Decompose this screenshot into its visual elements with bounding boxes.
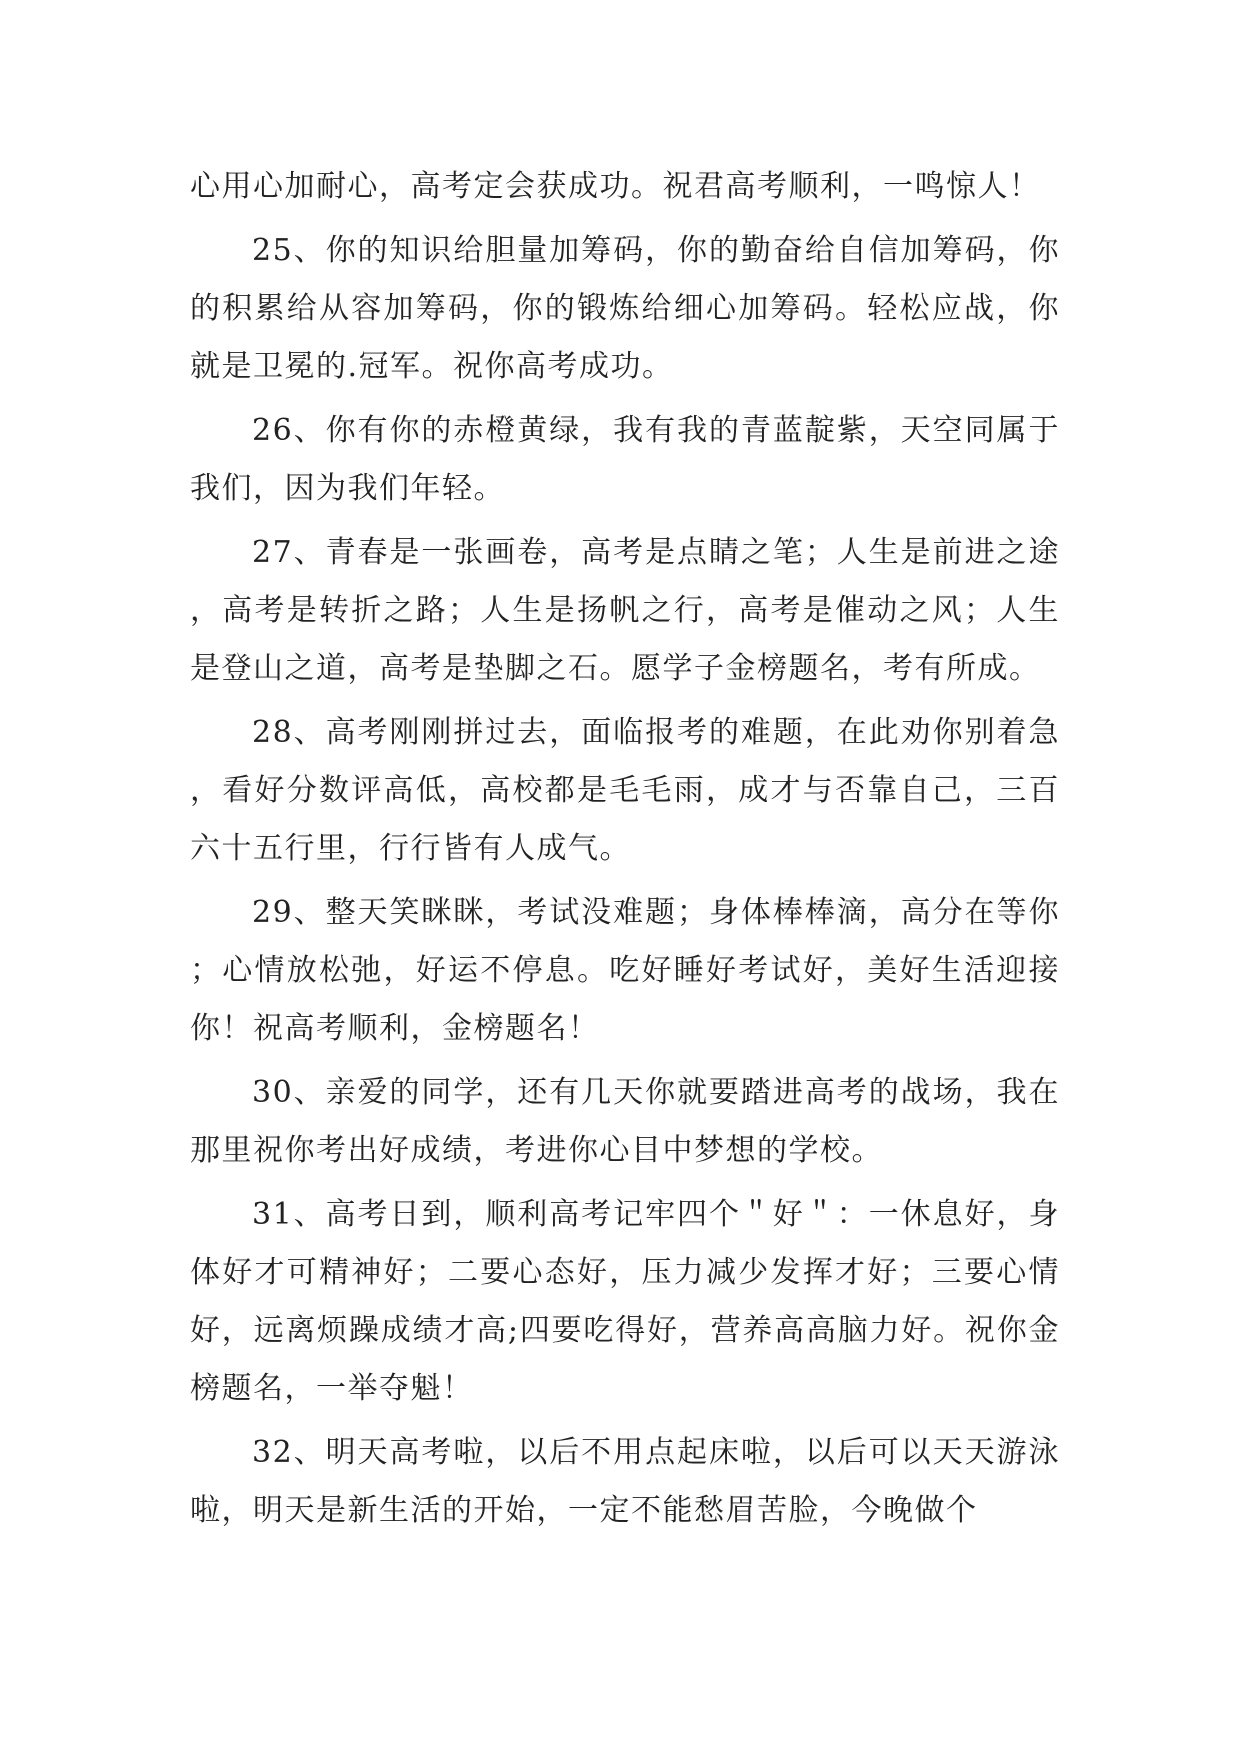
paragraph-32: 32、明天高考啦，以后不用点起床啦，以后可以天天游泳啦，明天是新生活的开始，一定不能愁眉苦脸，今晚做个 — [190, 1435, 1060, 1528]
document-body — [190, 158, 1060, 1540]
paragraph-27: 27、青春是一张画卷，高考是点睛之笔；人生是前进之途，高考是转折之路；人生是扬帆之行，高考是催动之风；人生是登山之道，高考是垫脚之石。愿学子金榜题名，考有所成。 — [190, 535, 1060, 686]
paragraph-continuation: 心用心加耐心，高考定会获成功。祝君高考顺利，一鸣惊人！ — [190, 169, 1041, 204]
paragraph-26: 26、你有你的赤橙黄绿，我有我的青蓝靛紫，天空同属于我们，因为我们年轻。 — [190, 413, 1060, 506]
paragraph-30: 30、亲爱的同学，还有几天你就要踏进高考的战场，我在那里祝你考出好成绩，考进你心目中梦想的学校。 — [190, 1075, 1060, 1168]
paragraph-25: 25、你的知识给胆量加筹码，你的勤奋给自信加筹码，你的积累给从容加筹码，你的锻炼给细心加筹码。轻松应战，你就是卫冕的.冠军。祝你高考成功。 — [190, 233, 1060, 384]
paragraph-29: 29、整天笑眯眯，考试没难题；身体棒棒滴，高分在等你；心情放松弛，好运不停息。吃好睡好考试好，美好生活迎接你！祝高考顺利，金榜题名！ — [190, 895, 1060, 1046]
paragraph-31: 31、高考日到，顺利高考记牢四个＂好＂：一休息好，身体好才可精神好；二要心态好，压力减少发挥才好；三要心情好，远离烦躁成绩才高;四要吃得好，营养高高脑力好。祝你金榜题名，一举夺魁！ — [190, 1197, 1060, 1406]
paragraph-28: 28、高考刚刚拼过去，面临报考的难题，在此劝你别着急，看好分数评高低，高校都是毛毛雨，成才与否靠自己，三百六十五行里，行行皆有人成气。 — [190, 715, 1060, 866]
